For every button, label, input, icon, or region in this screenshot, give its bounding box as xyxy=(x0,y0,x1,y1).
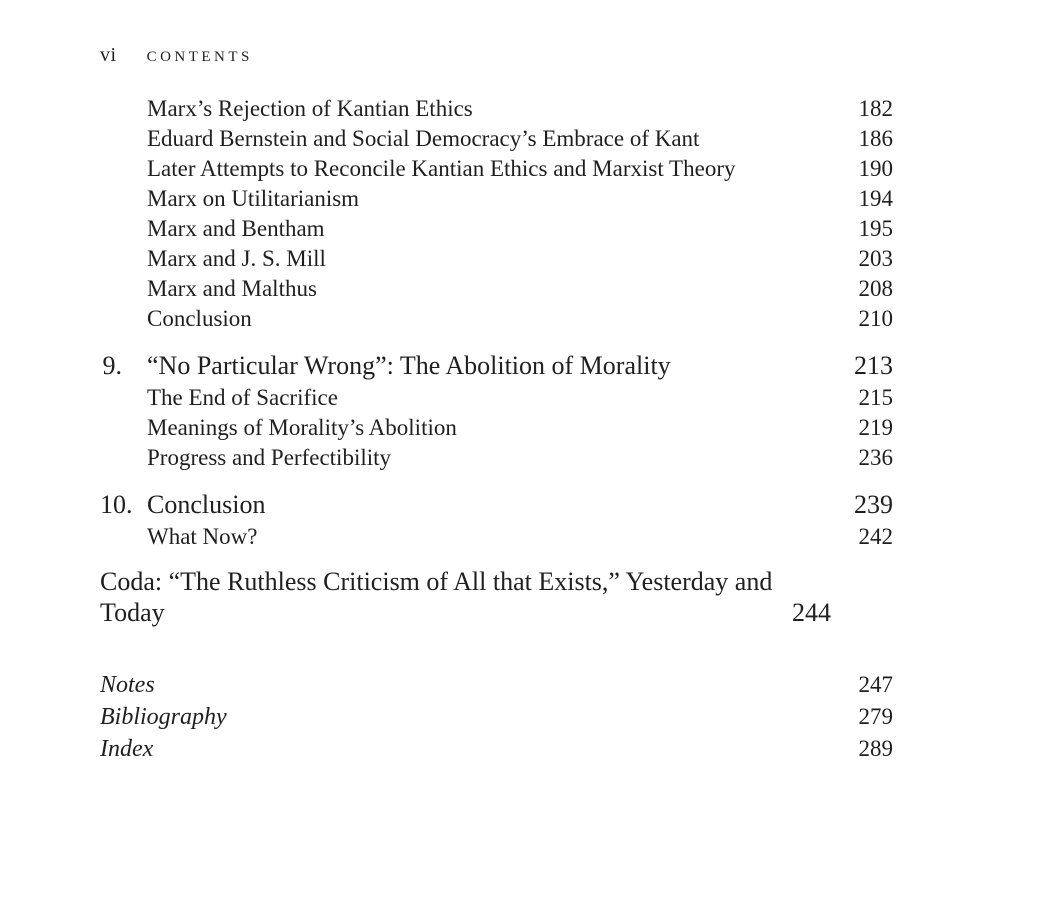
toc-backmatter-entry xyxy=(100,733,893,765)
toc-entry-page: 213 xyxy=(854,351,893,380)
toc-chapter-number: 9. xyxy=(102,351,122,380)
contents-heading: CONTENTS xyxy=(146,49,253,65)
toc-entry xyxy=(100,94,893,124)
toc-entry-page: 195 xyxy=(858,216,893,241)
toc-entry-title: Marx on Utilitarianism xyxy=(147,186,360,211)
toc-entry-title: What Now? xyxy=(147,524,258,549)
toc-chapter-number: 10. xyxy=(100,490,133,519)
toc-entry-title: Meanings of Morality’s Abolition xyxy=(147,415,457,440)
toc-entry-title: “No Particular Wrong”: The Abolition of Morality xyxy=(147,351,671,380)
toc-entry-title: Marx and J. S. Mill xyxy=(147,246,326,271)
toc-entry-title: Coda: “The Ruthless Criticism of All that Exists,” Yesterday and Today xyxy=(100,567,773,627)
toc-list xyxy=(100,94,893,765)
toc-entry-page: 247 xyxy=(858,672,893,697)
toc-entry-title: Conclusion xyxy=(147,490,266,519)
toc-entry xyxy=(100,154,893,184)
folio-page-number: vi xyxy=(100,44,117,66)
toc-entry-page: 182 xyxy=(858,96,893,121)
toc-chapter-entry xyxy=(100,488,893,522)
toc-entry-title: Index xyxy=(100,736,154,762)
toc-entry-page: 242 xyxy=(858,524,893,549)
toc-chapter-entry xyxy=(100,349,893,383)
toc-entry-title: The End of Sacrifice xyxy=(147,385,338,410)
toc-entry xyxy=(100,522,893,552)
toc-entry xyxy=(100,184,893,214)
toc-entry-page: 208 xyxy=(858,276,893,301)
toc-entry xyxy=(100,274,893,304)
toc-backmatter-entry xyxy=(100,669,893,701)
toc-entry xyxy=(100,383,893,413)
toc-entry-title: Eduard Bernstein and Social Democracy’s Embrace of Kant xyxy=(147,126,700,151)
toc-entry-page: 186 xyxy=(858,126,893,151)
toc-entry-title: Notes xyxy=(100,672,155,698)
toc-entry-page: 219 xyxy=(858,415,893,440)
toc-entry-page: 279 xyxy=(858,704,893,729)
toc-entry xyxy=(100,244,893,274)
toc-entry xyxy=(100,214,893,244)
toc-entry xyxy=(100,443,893,473)
toc-entry xyxy=(100,413,893,443)
toc-entry-page: 194 xyxy=(858,186,893,211)
toc-entry-title: Progress and Perfectibility xyxy=(147,445,392,470)
page-header xyxy=(100,44,893,70)
toc-entry-page: 239 xyxy=(854,490,893,519)
toc-entry-title: Bibliography xyxy=(100,704,227,730)
toc-backmatter-entry xyxy=(100,701,893,733)
toc-entry xyxy=(100,304,893,334)
toc-entry-title: Marx and Bentham xyxy=(147,216,325,241)
toc-entry-title: Marx and Malthus xyxy=(147,276,317,301)
toc-entry xyxy=(100,124,893,154)
toc-entry-page: 236 xyxy=(858,445,893,470)
toc-entry-title: Marx’s Rejection of Kantian Ethics xyxy=(147,96,473,121)
toc-entry-page: 210 xyxy=(858,306,893,331)
toc-entry-title: Later Attempts to Reconcile Kantian Ethics and Marxist Theory xyxy=(147,156,736,181)
toc-entry-page: 215 xyxy=(858,385,893,410)
toc-entry-page: 289 xyxy=(858,736,893,761)
toc-coda-entry xyxy=(100,566,893,628)
toc-entry-page: 244 xyxy=(792,598,831,627)
toc-entry-page: 190 xyxy=(858,156,893,181)
toc-entry-title: Conclusion xyxy=(147,306,252,331)
toc-entry-page: 203 xyxy=(858,246,893,271)
